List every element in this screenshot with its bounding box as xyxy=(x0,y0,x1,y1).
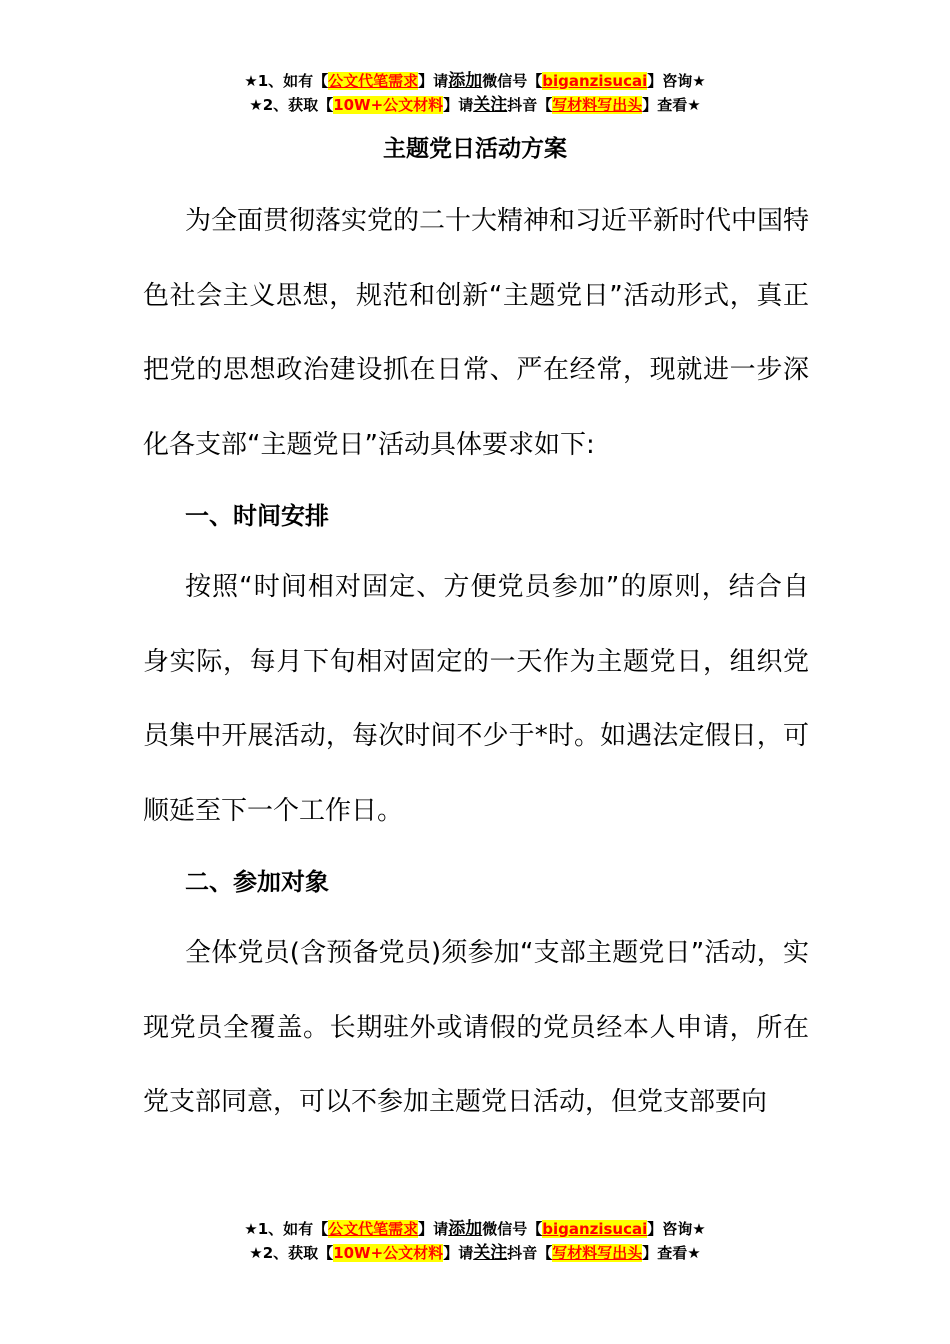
materials-highlight: 10W+公文材料 xyxy=(333,1244,444,1262)
douyin-id-highlight: 写材料写出头 xyxy=(552,96,643,114)
section-heading: 二、参加对象 xyxy=(185,868,329,896)
intro-paragraph: 为全面贯彻落实党的二十大精神和习近平新时代中国特色社会主义思想，规范和创新“主题党日”活动形式，真正把党的思想政治建设抓在日常、严在经常，现就进一步深化各支部“主题党日”活动具体要求如下: xyxy=(143,206,810,460)
materials-highlight: 10W+公文材料 xyxy=(333,96,444,114)
wechat-id-highlight: biganzisucai xyxy=(542,72,648,90)
banner-line-2: ★2、获取【10W+公文材料】请关注抖音【写材料写出头】查看★ xyxy=(249,95,701,115)
document-title: 主题党日活动方案 xyxy=(383,136,567,162)
header-banner xyxy=(0,69,950,117)
section-paragraph: 按照“时间相对固定、方便党员参加”的原则，结合自身实际，每月下旬相对固定的一天作为主题党日，组织党员集中开展活动，每次时间不少于*时。如遇法定假日，可顺延至下一个工作日。 xyxy=(143,572,809,826)
wechat-id-highlight: biganzisucai xyxy=(542,1220,648,1238)
service-highlight: 公文代笔需求 xyxy=(328,72,419,90)
banner-line-2: ★2、获取【10W+公文材料】请关注抖音【写材料写出头】查看★ xyxy=(249,1243,701,1263)
document-body xyxy=(143,184,809,1140)
banner-line-1: ★1、如有【公文代笔需求】请添加微信号【biganzisucai】咨询★ xyxy=(244,1219,706,1239)
section-paragraph: 全体党员(含预备党员)须参加“支部主题党日”活动，实现党员全覆盖。长期驻外或请假的党员经本人申请，所在党支部同意，可以不参加主题党日活动，但党支部要向 xyxy=(143,938,809,1117)
douyin-id-highlight: 写材料写出头 xyxy=(552,1244,643,1262)
section-heading: 一、时间安排 xyxy=(185,502,329,530)
banner-line-1: ★1、如有【公文代笔需求】请添加微信号【biganzisucai】咨询★ xyxy=(244,71,706,91)
service-highlight: 公文代笔需求 xyxy=(328,1220,419,1238)
footer-banner xyxy=(0,1217,950,1265)
